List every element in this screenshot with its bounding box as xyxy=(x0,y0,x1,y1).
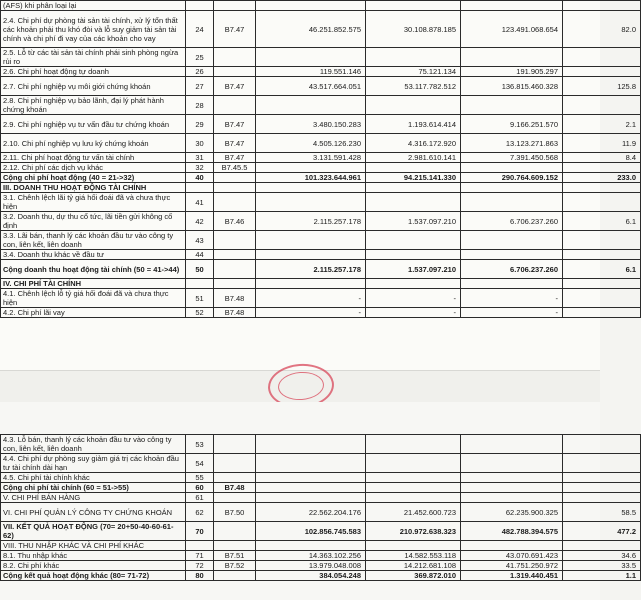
value-col-4 xyxy=(563,67,641,77)
value-col-4 xyxy=(563,308,641,318)
row-code: 24 xyxy=(186,11,214,48)
row-code: 70 xyxy=(186,522,214,541)
table-row xyxy=(1,279,641,289)
value-col-3 xyxy=(461,541,563,551)
value-col-1 xyxy=(256,279,366,289)
value-col-2: 30.108.878.185 xyxy=(366,11,461,48)
value-col-2 xyxy=(366,193,461,212)
row-note: B7.48 xyxy=(214,289,256,308)
row-label: 2.11. Chi phí hoạt động tư vấn tài chính xyxy=(1,153,186,163)
row-note xyxy=(214,454,256,473)
value-col-1: 3.480.150.283 xyxy=(256,115,366,134)
value-col-1: - xyxy=(256,308,366,318)
row-code xyxy=(186,1,214,11)
value-col-1 xyxy=(256,193,366,212)
table-row xyxy=(1,493,641,503)
row-note xyxy=(214,250,256,260)
row-note xyxy=(214,522,256,541)
table-row xyxy=(1,231,641,250)
value-col-1 xyxy=(256,435,366,454)
value-col-4: 58.5 xyxy=(563,503,641,522)
value-col-1 xyxy=(256,48,366,67)
value-col-2: 2.981.610.141 xyxy=(366,153,461,163)
value-col-1: 101.323.644.961 xyxy=(256,173,366,183)
row-note xyxy=(214,96,256,115)
row-note xyxy=(214,193,256,212)
table-row xyxy=(1,48,641,67)
row-code: 62 xyxy=(186,503,214,522)
row-code: 32 xyxy=(186,163,214,173)
value-col-3 xyxy=(461,250,563,260)
table-row xyxy=(1,193,641,212)
value-col-4 xyxy=(563,493,641,503)
seal-inner-ring xyxy=(277,370,325,401)
row-label: 2.7. Chi phí nghiệp vụ môi giới chứng khoán xyxy=(1,77,186,96)
value-col-4 xyxy=(563,483,641,493)
value-col-3: 1.319.440.451 xyxy=(461,571,563,581)
row-code: 50 xyxy=(186,260,214,279)
value-col-3 xyxy=(461,96,563,115)
value-col-1 xyxy=(256,473,366,483)
table-row xyxy=(1,308,641,318)
row-label: 4.1. Chênh lệch lỗ tỷ giá hối đoái đã và chưa thực hiện xyxy=(1,289,186,308)
value-col-1 xyxy=(256,483,366,493)
table-row xyxy=(1,561,641,571)
value-col-3 xyxy=(461,163,563,173)
value-col-2: 369.872.010 xyxy=(366,571,461,581)
row-note xyxy=(214,493,256,503)
row-code: 25 xyxy=(186,48,214,67)
value-col-3 xyxy=(461,231,563,250)
row-note: B7.47 xyxy=(214,77,256,96)
table-row xyxy=(1,435,641,454)
value-col-3: 9.166.251.570 xyxy=(461,115,563,134)
value-col-4: 82.0 xyxy=(563,11,641,48)
value-col-3: 6.706.237.260 xyxy=(461,260,563,279)
row-code: 26 xyxy=(186,67,214,77)
row-label: 2.9. Chi phí nghiệp vụ tư vấn đầu tư chứng khoán xyxy=(1,115,186,134)
table-row xyxy=(1,551,641,561)
row-note xyxy=(214,173,256,183)
value-col-1: 384.054.248 xyxy=(256,571,366,581)
row-note: B7.47 xyxy=(214,134,256,153)
table-row xyxy=(1,454,641,473)
value-col-4 xyxy=(563,193,641,212)
row-label: IV. CHI PHÍ TÀI CHÍNH xyxy=(1,279,186,289)
value-col-3 xyxy=(461,493,563,503)
row-label: Cộng kết quả hoạt động khác (80= 71-72) xyxy=(1,571,186,581)
row-label: Cộng chi phí tài chính (60 = 51->55) xyxy=(1,483,186,493)
row-code: 29 xyxy=(186,115,214,134)
value-col-1: 22.562.204.176 xyxy=(256,503,366,522)
value-col-3: 482.788.394.575 xyxy=(461,522,563,541)
value-col-4: 477.2 xyxy=(563,522,641,541)
statement-page-bottom xyxy=(0,402,636,600)
value-col-2: 14.212.681.108 xyxy=(366,561,461,571)
row-label: 3.2. Doanh thu, dự thu cổ tức, lãi tiền gửi không cố định xyxy=(1,212,186,231)
table-row xyxy=(1,1,641,11)
row-code: 53 xyxy=(186,435,214,454)
row-label: 8.2. Chi phí khác xyxy=(1,561,186,571)
value-col-3 xyxy=(461,279,563,289)
value-col-1: 4.505.126.230 xyxy=(256,134,366,153)
table-row xyxy=(1,163,641,173)
value-col-2: 14.582.553.118 xyxy=(366,551,461,561)
row-code: 44 xyxy=(186,250,214,260)
value-col-4 xyxy=(563,435,641,454)
row-label: 4.3. Lỗ bán, thanh lý các khoản đầu tư vào công ty con, liên kết, liên doanh xyxy=(1,435,186,454)
row-code: 28 xyxy=(186,96,214,115)
value-col-2 xyxy=(366,493,461,503)
value-col-3: 290.764.609.152 xyxy=(461,173,563,183)
row-note: B7.50 xyxy=(214,503,256,522)
value-col-2: 53.117.782.512 xyxy=(366,77,461,96)
row-note xyxy=(214,48,256,67)
value-col-4 xyxy=(563,279,641,289)
value-col-1 xyxy=(256,96,366,115)
value-col-4: 6.1 xyxy=(563,212,641,231)
row-code: 60 xyxy=(186,483,214,493)
value-col-1: 3.131.591.428 xyxy=(256,153,366,163)
value-col-4 xyxy=(563,183,641,193)
row-code xyxy=(186,279,214,289)
value-col-3: 123.491.068.654 xyxy=(461,11,563,48)
row-label: V. CHI PHÍ BÁN HÀNG xyxy=(1,493,186,503)
row-code: 40 xyxy=(186,173,214,183)
value-col-2 xyxy=(366,483,461,493)
row-label: VI. CHI PHÍ QUẢN LÝ CÔNG TY CHỨNG KHOÁN xyxy=(1,503,186,522)
table-row xyxy=(1,473,641,483)
table-row xyxy=(1,541,641,551)
row-code: 42 xyxy=(186,212,214,231)
table-row xyxy=(1,153,641,163)
row-label: 2.5. Lỗ từ các tài sản tài chính phái sinh phòng ngừa rủi ro xyxy=(1,48,186,67)
value-col-2 xyxy=(366,250,461,260)
value-col-2: 94.215.141.330 xyxy=(366,173,461,183)
value-col-1: - xyxy=(256,289,366,308)
row-code: 31 xyxy=(186,153,214,163)
value-col-4 xyxy=(563,473,641,483)
value-col-2: 1.537.097.210 xyxy=(366,260,461,279)
value-col-2 xyxy=(366,48,461,67)
value-col-2: 1.193.614.414 xyxy=(366,115,461,134)
table-row xyxy=(1,522,641,541)
row-label: 3.3. Lãi bán, thanh lý các khoản đầu tư vào công ty con, liên kết, liên doanh xyxy=(1,231,186,250)
value-col-3: 6.706.237.260 xyxy=(461,212,563,231)
row-note xyxy=(214,541,256,551)
row-code: 51 xyxy=(186,289,214,308)
row-label: 3.4. Doanh thu khác về đầu tư xyxy=(1,250,186,260)
row-code: 61 xyxy=(186,493,214,503)
value-col-2: - xyxy=(366,308,461,318)
value-col-4: 125.8 xyxy=(563,77,641,96)
row-label: 4.4. Chi phí dự phòng suy giảm giá trị các khoản đầu tư tài chính dài hạn xyxy=(1,454,186,473)
row-note: B7.47 xyxy=(214,115,256,134)
table-row xyxy=(1,77,641,96)
value-col-1: 102.856.745.583 xyxy=(256,522,366,541)
value-col-1: 13.979.048.008 xyxy=(256,561,366,571)
row-code xyxy=(186,183,214,193)
row-note xyxy=(214,67,256,77)
row-note xyxy=(214,473,256,483)
row-label: VIII. THU NHẬP KHÁC VÀ CHI PHÍ KHÁC xyxy=(1,541,186,551)
table-row xyxy=(1,212,641,231)
row-note xyxy=(214,183,256,193)
row-note: B7.45.5 xyxy=(214,163,256,173)
value-col-3 xyxy=(461,48,563,67)
row-label: 8.1. Thu nhập khác xyxy=(1,551,186,561)
value-col-2: 4.316.172.920 xyxy=(366,134,461,153)
table-row xyxy=(1,503,641,522)
value-col-4 xyxy=(563,289,641,308)
value-col-1 xyxy=(256,231,366,250)
table-row xyxy=(1,260,641,279)
row-note xyxy=(214,260,256,279)
row-note: B7.47 xyxy=(214,11,256,48)
value-col-3: 7.391.450.568 xyxy=(461,153,563,163)
value-col-3: - xyxy=(461,308,563,318)
value-col-3: - xyxy=(461,289,563,308)
value-col-4: 6.1 xyxy=(563,260,641,279)
row-note: B7.48 xyxy=(214,483,256,493)
value-col-2: 75.121.134 xyxy=(366,67,461,77)
value-col-1 xyxy=(256,183,366,193)
value-col-1: 2.115.257.178 xyxy=(256,260,366,279)
value-col-1 xyxy=(256,1,366,11)
value-col-1 xyxy=(256,493,366,503)
table-row xyxy=(1,115,641,134)
row-label: 2.10. Chi phí nghiệp vụ lưu ký chứng khoán xyxy=(1,134,186,153)
value-col-4 xyxy=(563,163,641,173)
value-col-2: - xyxy=(366,289,461,308)
value-col-1: 2.115.257.178 xyxy=(256,212,366,231)
row-code xyxy=(186,541,214,551)
row-note: B7.48 xyxy=(214,308,256,318)
table-row xyxy=(1,250,641,260)
value-col-1: 43.517.664.051 xyxy=(256,77,366,96)
row-label: 4.5. Chi phí tài chính khác xyxy=(1,473,186,483)
value-col-2: 21.452.600.723 xyxy=(366,503,461,522)
value-col-3 xyxy=(461,183,563,193)
value-col-4: 11.9 xyxy=(563,134,641,153)
row-code: 55 xyxy=(186,473,214,483)
row-code: 30 xyxy=(186,134,214,153)
row-code: 41 xyxy=(186,193,214,212)
value-col-4: 34.6 xyxy=(563,551,641,561)
table-row xyxy=(1,134,641,153)
value-col-1: 14.363.102.256 xyxy=(256,551,366,561)
value-col-1 xyxy=(256,163,366,173)
value-col-4 xyxy=(563,1,641,11)
value-col-1: 46.251.852.575 xyxy=(256,11,366,48)
value-col-3: 13.123.271.863 xyxy=(461,134,563,153)
row-code: 52 xyxy=(186,308,214,318)
table-row xyxy=(1,571,641,581)
row-label: III. DOANH THU HOẠT ĐỘNG TÀI CHÍNH xyxy=(1,183,186,193)
table-row xyxy=(1,183,641,193)
value-col-2 xyxy=(366,541,461,551)
value-col-2 xyxy=(366,231,461,250)
value-col-4 xyxy=(563,250,641,260)
income-statement-table-bottom xyxy=(0,434,641,581)
value-col-4: 233.0 xyxy=(563,173,641,183)
value-col-3: 62.235.900.325 xyxy=(461,503,563,522)
table-row xyxy=(1,173,641,183)
row-code: 54 xyxy=(186,454,214,473)
row-label: Cộng chi phí hoạt động (40 = 21->32) xyxy=(1,173,186,183)
value-col-4 xyxy=(563,454,641,473)
value-col-4 xyxy=(563,541,641,551)
row-note: B7.51 xyxy=(214,551,256,561)
value-col-3 xyxy=(461,483,563,493)
value-col-3: 136.815.460.328 xyxy=(461,77,563,96)
row-label: 2.8. Chi phí nghiệp vụ bảo lãnh, đại lý phát hành chứng khoán xyxy=(1,96,186,115)
value-col-4: 8.4 xyxy=(563,153,641,163)
value-col-2 xyxy=(366,454,461,473)
row-code: 27 xyxy=(186,77,214,96)
row-label: (AFS) khi phân loại lại xyxy=(1,1,186,11)
row-code: 80 xyxy=(186,571,214,581)
row-label: 2.12. Chi phí các dịch vụ khác xyxy=(1,163,186,173)
row-note: B7.52 xyxy=(214,561,256,571)
row-code: 72 xyxy=(186,561,214,571)
table-row xyxy=(1,96,641,115)
value-col-3 xyxy=(461,1,563,11)
row-code: 71 xyxy=(186,551,214,561)
value-col-3 xyxy=(461,454,563,473)
value-col-2 xyxy=(366,279,461,289)
value-col-1: 119.551.146 xyxy=(256,67,366,77)
value-col-4 xyxy=(563,231,641,250)
value-col-2 xyxy=(366,1,461,11)
value-col-4: 33.5 xyxy=(563,561,641,571)
value-col-1 xyxy=(256,541,366,551)
value-col-1 xyxy=(256,454,366,473)
row-note xyxy=(214,1,256,11)
value-col-3: 43.070.691.423 xyxy=(461,551,563,561)
value-col-4: 2.1 xyxy=(563,115,641,134)
value-col-3: 41.751.250.972 xyxy=(461,561,563,571)
value-col-4: 1.1 xyxy=(563,571,641,581)
row-note xyxy=(214,435,256,454)
value-col-1 xyxy=(256,250,366,260)
value-col-3 xyxy=(461,435,563,454)
value-col-2 xyxy=(366,183,461,193)
value-col-2 xyxy=(366,96,461,115)
value-col-4 xyxy=(563,96,641,115)
value-col-2 xyxy=(366,473,461,483)
table-row xyxy=(1,289,641,308)
value-col-4 xyxy=(563,48,641,67)
table-row xyxy=(1,67,641,77)
value-col-2: 210.972.638.323 xyxy=(366,522,461,541)
value-col-3 xyxy=(461,473,563,483)
row-note: B7.47 xyxy=(214,153,256,163)
row-label: VII. KẾT QUẢ HOẠT ĐỘNG (70= 20+50-40-60-61-62) xyxy=(1,522,186,541)
row-label: 2.4. Chi phí dự phòng tài sản tài chính, xử lý tổn thất các khoản phải thu khó đòi và lỗ suy giảm tài sản tài chính và chi phí đi vay của các khoản cho vay xyxy=(1,11,186,48)
row-note: B7.46 xyxy=(214,212,256,231)
table-row xyxy=(1,11,641,48)
row-note xyxy=(214,571,256,581)
value-col-2 xyxy=(366,435,461,454)
value-col-3: 191.905.297 xyxy=(461,67,563,77)
row-label: 3.1. Chênh lệch lãi tỷ giá hối đoái đã và chưa thực hiện xyxy=(1,193,186,212)
row-note xyxy=(214,231,256,250)
row-label: 4.2. Chi phí lãi vay xyxy=(1,308,186,318)
value-col-3 xyxy=(461,193,563,212)
value-col-2: 1.537.097.210 xyxy=(366,212,461,231)
row-label: Cộng doanh thu hoạt động tài chính (50 = 41->44) xyxy=(1,260,186,279)
row-code: 43 xyxy=(186,231,214,250)
table-row xyxy=(1,483,641,493)
value-col-2 xyxy=(366,163,461,173)
row-label: 2.6. Chi phí hoạt động tự doanh xyxy=(1,67,186,77)
row-note xyxy=(214,279,256,289)
